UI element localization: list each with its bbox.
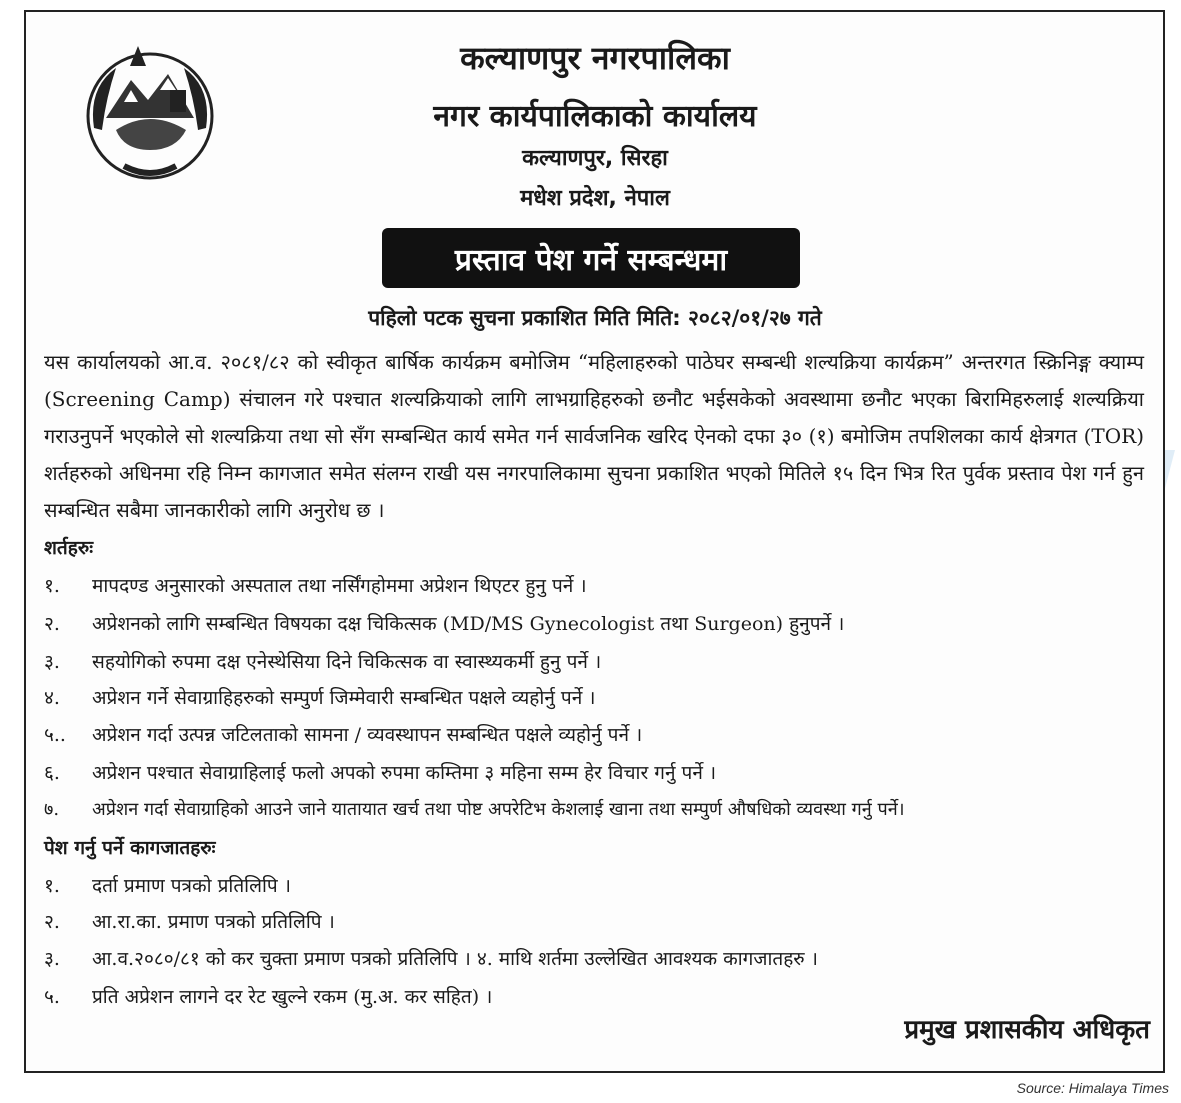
document-item: २. आ.रा.का. प्रमाण पत्रको प्रतिलिपि । [44,911,335,933]
condition-item: ४. अप्रेशन गर्ने सेवाग्राहिहरुको सम्पुर्ण जिम्मेवारी सम्बन्धित पक्षले व्यहोर्नु पर्ने । [44,687,596,709]
condition-item: ६. अप्रेशन पश्चात सेवाग्राहिलाई फलो अपको रुपमा कम्तिमा ३ महिना सम्म हेर विचार गर्नु पर्ने । [44,762,717,784]
document-item: ५. प्रति अप्रेशन लागने दर रेट खुल्ने रकम (मु.अ. कर सहित) । [44,986,493,1008]
province-line: मधेश प्रदेश, नेपाल [520,186,670,211]
document-item: १. दर्ता प्रमाण पत्रको प्रतिलिपि । [44,875,291,897]
municipality-name: कल्याणपुर नगरपालिका [460,39,730,77]
document-item: ३. आ.व.२०८०/८१ को कर चुक्ता प्रमाण पत्रको प्रतिलिपि । ४. माथि शर्तमा उल्लेखित आवश्यक कागजातहरु । [44,948,818,970]
condition-item: ३. सहयोगिको रुपमा दक्ष एनेस्थेसिया दिने चिकित्सक वा स्वास्थ्यकर्मी हुनु पर्ने । [44,651,602,673]
publication-date: पहिलो पटक सुचना प्रकाशित मिति मिति: २०८२/०१/२७ गते [368,306,822,330]
signature-title: प्रमुख प्रशासकीय अधिकृत [904,1015,1150,1045]
condition-item: ५.. अप्रेशन गर्दा उत्पन्न जटिलताको सामना / व्यवस्थापन सम्बन्धित पक्षले व्यहोर्नु पर्ने । [44,724,643,746]
documents-heading: पेश गर्नु पर्ने कागजातहरुः [44,837,216,859]
condition-item: ७. अप्रेशन गर्दा सेवाग्राहिको आउने जाने यातायात खर्च तथा पोष्ट अपरेटिभ केशलाई खाना तथा सम्पुर्ण औषधिको व्यवस्था गर्नु पर्ने। [44,799,905,820]
condition-item: २. अप्रेशनको लागि सम्बन्धित विषयका दक्ष चिकित्सक (MD/MS Gynecologist तथा Surgeon) हुनुपर्ने । [44,613,845,635]
notice-body: यस कार्यालयको आ.व. २०८१/८२ को स्वीकृत बार्षिक कार्यक्रम बमोजिम “महिलाहरुको पाठेघर सम्बन्धी शल्यक्रिया कार्यक्रम” अन्तरगत स्क्रिनिङ्ग क्याम्प (Screening Camp) संचालन गरे पश्चात शल्यक्रियाको लागि लाभग्राहिहरुको छनौट भईसकेको अवस्थामा छनौट भएका बिरामिहरुलाई शल्यक्रिया गराउनुपर्ने भएकोले सो शल्यक्रिया तथा सो सँग सम्बन्धित कार्य समेत गर्न सार्वजनिक खरिद ऐनको दफा ३० (१) बमोजिम तपशिलका कार्य क्षेत्रगत (TOR) शर्तहरुको अधिनमा रहि निम्न कागजात समेत संलग्न राखी यस नगरपालिकामा सुचना प्रकाशित भएको मितिले १५ दिन भित्र रित पुर्वक प्रस्ताव पेश गर्न हुन सम्बन्धित सबैमा जानकारीको लागि अनुरोध छ । [44,350,1144,522]
source-credit: Source: Himalaya Times [1016,1080,1169,1096]
government-emblem-icon [76,38,224,186]
office-name: नगर कार्यपालिकाको कार्यालय [433,99,757,134]
subject-banner: प्रस्ताव पेश गर्ने सम्बन्धमा [382,228,800,288]
conditions-heading: शर्तहरुः [44,537,94,559]
condition-item: १. मापदण्ड अनुसारको अस्पताल तथा नर्सिंगहोममा अप्रेशन थिएटर हुनु पर्ने । [44,575,587,597]
location-line: कल्याणपुर, सिरहा [522,146,668,171]
